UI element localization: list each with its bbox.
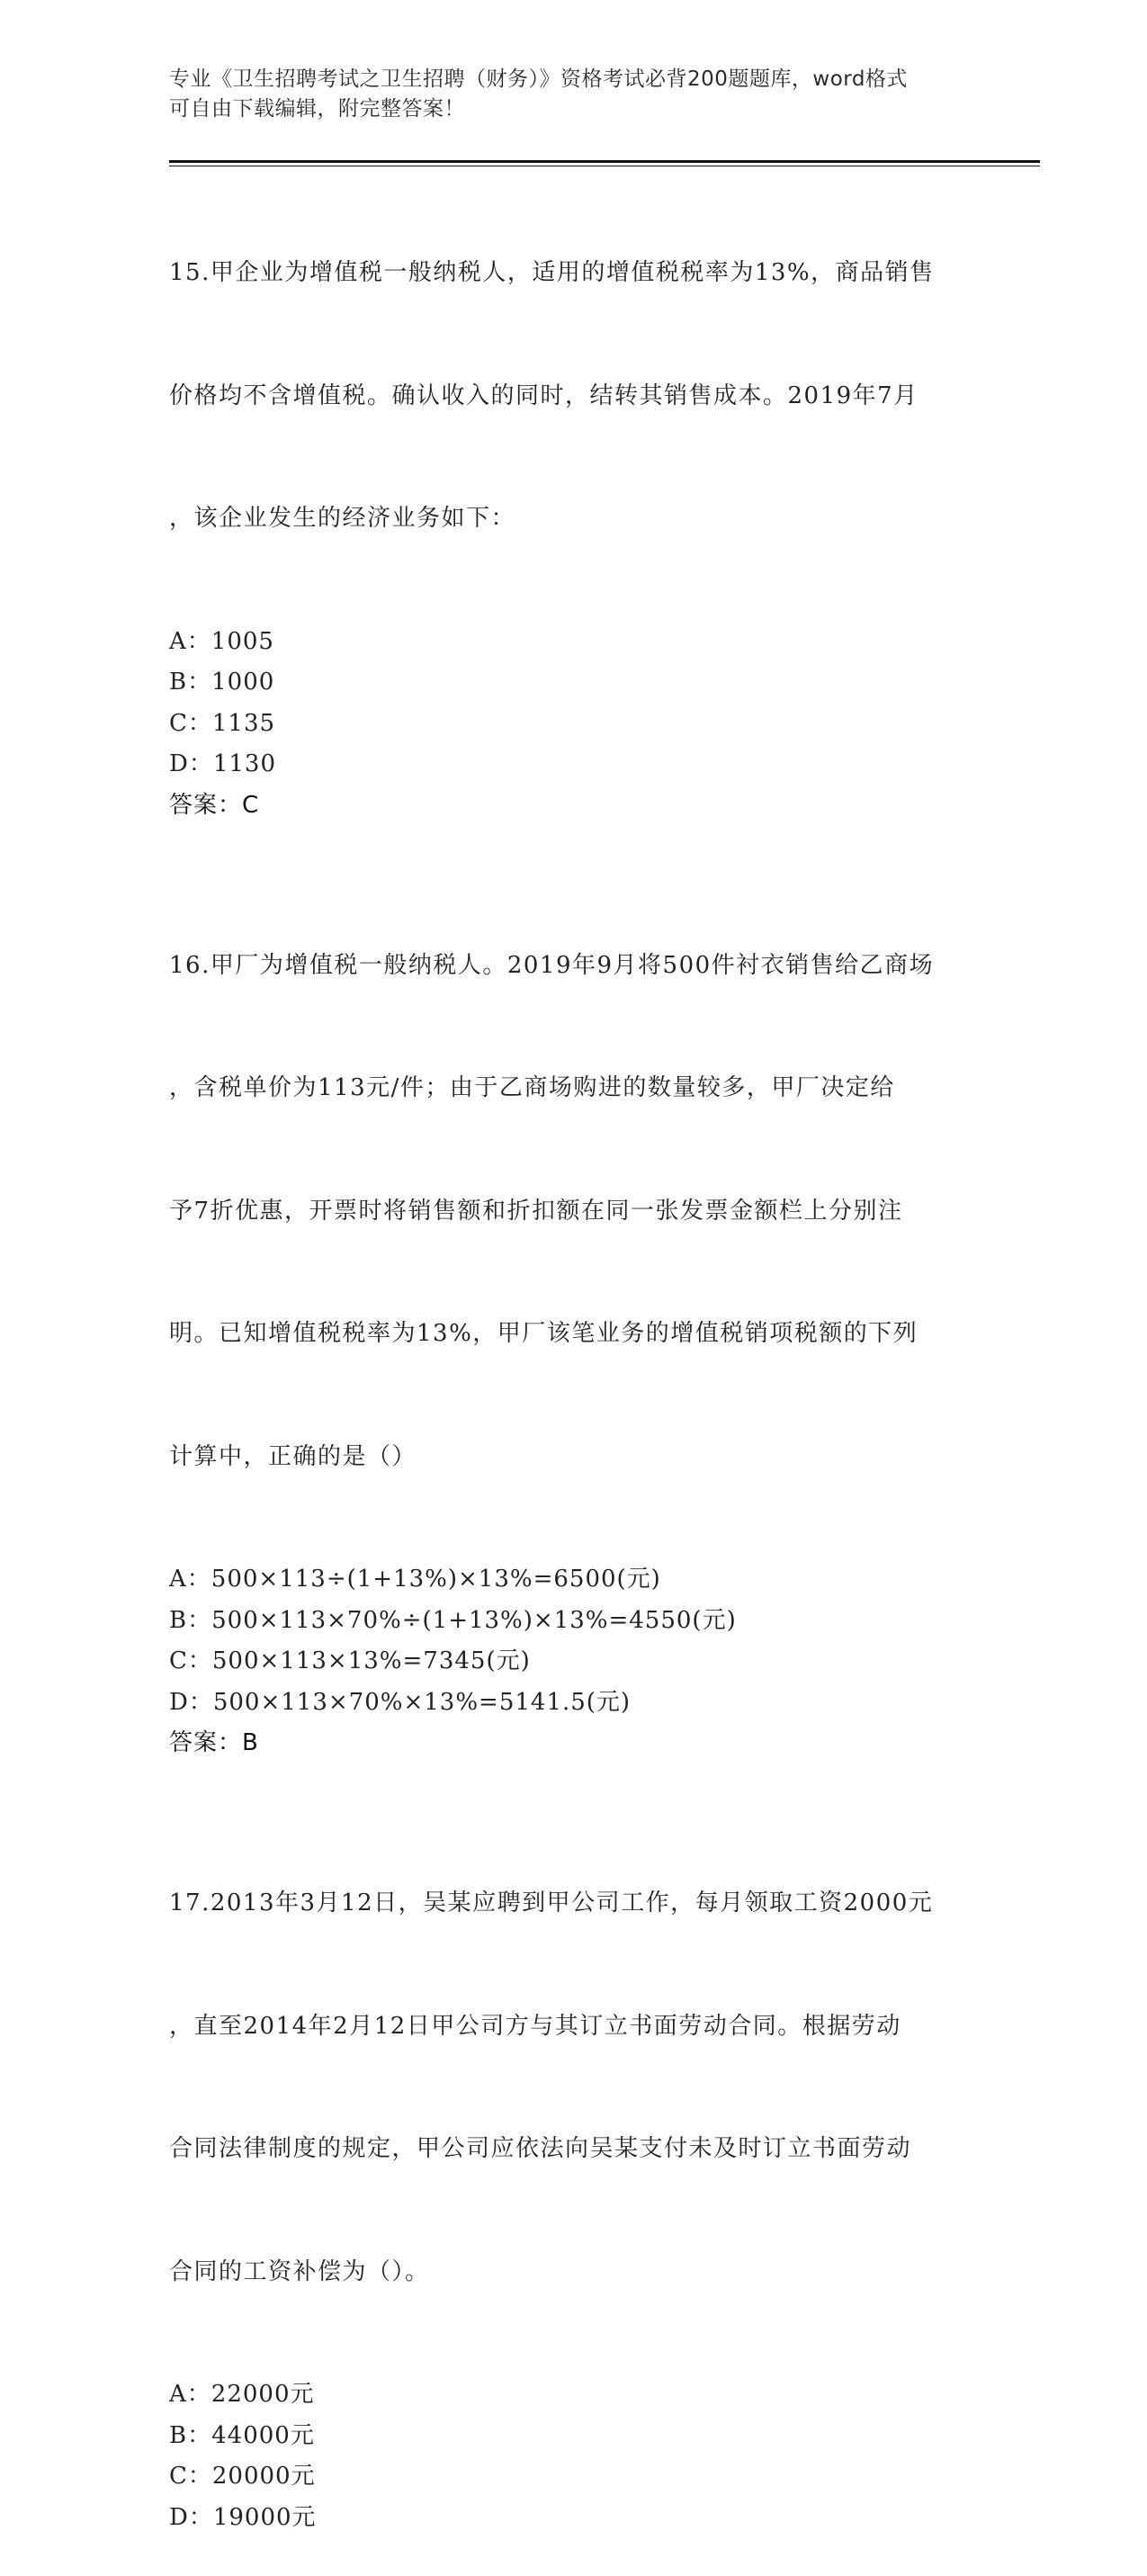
question-16 bbox=[169, 864, 979, 1764]
stem-line: 17.2013年3月12日，吴某应聘到甲公司工作，每月领取工资2000元 bbox=[169, 1889, 934, 1916]
option-a: A：500×113÷(1+13%)×13%=6500(元) bbox=[169, 1566, 661, 1593]
stem-line: 15.甲企业为增值税一般纳税人，适用的增值税税率为13%，商品销售 bbox=[169, 259, 935, 286]
option-a: A：1005 bbox=[169, 627, 274, 655]
stem-line: 价格均不含增值税。确认收入的同时，结转其销售成本。2019年7月 bbox=[169, 381, 918, 409]
stem-line: ，直至2014年2月12日甲公司方与其订立书面劳动合同。根据劳动 bbox=[169, 2012, 901, 2040]
stem-line: ，该企业发生的经济业务如下： bbox=[169, 505, 516, 532]
option-d: D：500×113×70%×13%=5141.5(元) bbox=[169, 1688, 632, 1716]
option-c: C：1135 bbox=[169, 709, 276, 737]
stem-line: 计算中，正确的是（） bbox=[169, 1442, 417, 1470]
answer-line: 答案：B bbox=[169, 1729, 259, 1756]
option-c: C：500×113×13%=7345(元) bbox=[169, 1647, 531, 1674]
question-stem bbox=[169, 864, 979, 1560]
header-divider-thick bbox=[169, 160, 1040, 163]
question-17 bbox=[169, 1801, 979, 2538]
question-list bbox=[169, 171, 979, 2576]
stem-line: ，含税单价为113元/件；由于乙商场购进的数量较多，甲厂决定给 bbox=[169, 1074, 895, 1101]
option-b: B：1000 bbox=[169, 669, 275, 696]
option-b: B：44000元 bbox=[169, 2421, 315, 2449]
document-header bbox=[169, 65, 979, 124]
stem-line: 明。已知增值税税率为13%，甲厂该笔业务的增值税销项税额的下列 bbox=[169, 1320, 918, 1347]
header-title-line-1: 专业《卫生招聘考试之卫生招聘（财务）》资格考试必背200题题库，word格式 bbox=[169, 67, 908, 91]
option-d: D：1130 bbox=[169, 750, 277, 777]
answer-line: 答案：C bbox=[169, 791, 260, 819]
question-stem bbox=[169, 1801, 979, 2374]
question-15 bbox=[169, 171, 979, 826]
stem-line: 予7折优惠，开票时将销售额和折扣额在同一张发票金额栏上分别注 bbox=[169, 1197, 903, 1225]
option-b: B：500×113×70%÷(1+13%)×13%=4550(元) bbox=[169, 1606, 737, 1634]
question-stem bbox=[169, 171, 979, 622]
header-title-line-2: 可自由下载编辑，附完整答案！ bbox=[169, 97, 465, 121]
option-d: D：19000元 bbox=[169, 2503, 317, 2531]
option-c: C：20000元 bbox=[169, 2463, 316, 2490]
option-a: A：22000元 bbox=[169, 2381, 315, 2408]
stem-line: 合同法律制度的规定，甲公司应依法向吴某支付未及时订立书面劳动 bbox=[169, 2135, 912, 2162]
stem-line: 合同的工资补偿为（）。 bbox=[169, 2257, 430, 2285]
stem-line: 16.甲厂为增值税一般纳税人。2019年9月将500件衬衣销售给乙商场 bbox=[169, 951, 935, 979]
